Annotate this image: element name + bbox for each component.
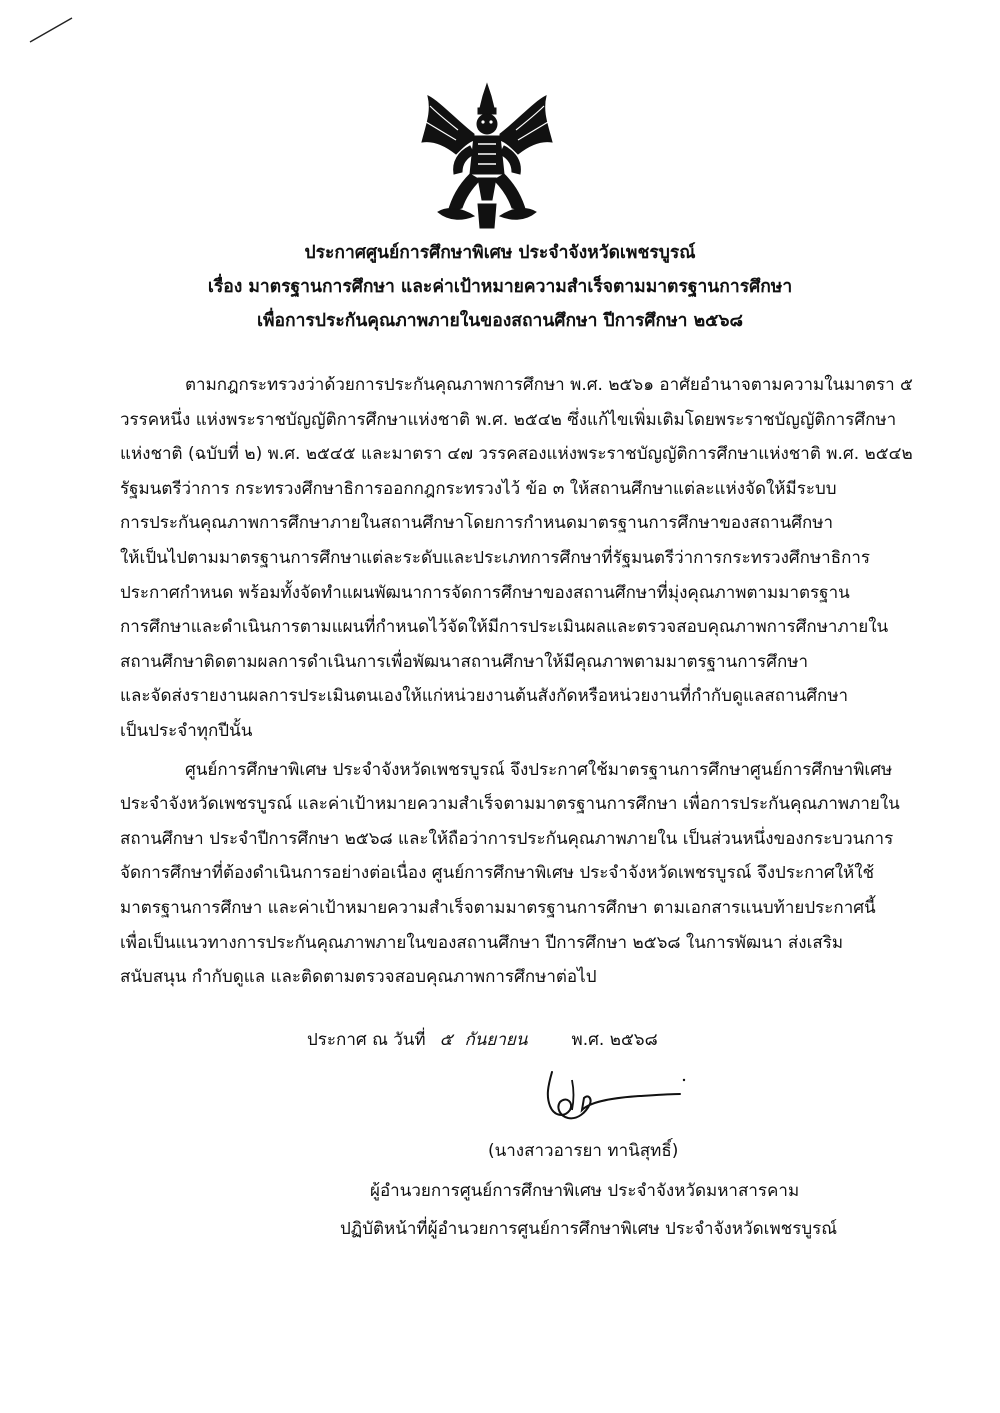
date-prefix: ประกาศ ณ วันที่ (307, 1030, 426, 1050)
body-line: สนับสนุน กำกับดูแล และติดตามตรวจสอบคุณภาพการศึกษาต่อไป (120, 967, 597, 988)
body-line: สถานศึกษา ประจำปีการศึกษา ๒๕๖๘ และให้ถือว่าการประกันคุณภาพภายใน เป็นส่วนหนึ่งของกระบวนการ (120, 828, 894, 849)
pen-stroke-mark (28, 14, 74, 44)
signatory-name: (นางสาวอารยา ทานิสุทธิ์) (488, 1141, 679, 1161)
body-line: วรรคหนึ่ง แห่งพระราชบัญญัติการศึกษาแห่งชาติ พ.ศ. ๒๕๔๒ ซึ่งแก้ไขเพิ่มเติมโดยพระราชบัญญัติการศึกษา (120, 409, 897, 430)
body-line: เป็นประจำทุกปีนั้น (120, 720, 253, 741)
body-line: มาตรฐานการศึกษา และค่าเป้าหมายความสำเร็จตามมาตรฐานการศึกษา ตามเอกสารแนบท้ายประกาศนี้ (120, 897, 876, 918)
body-line: เพื่อเป็นแนวทางการประกันคุณภาพภายในของสถานศึกษา ปีการศึกษา ๒๕๖๘ ในการพัฒนา ส่งเสริม (120, 932, 844, 953)
body-line: การศึกษาและดำเนินการตามแผนที่กำหนดไว้จัดให้มีการประเมินผลและตรวจสอบคุณภาพการศึกษาภายใน (120, 617, 889, 638)
date-month: กันยายน (464, 1030, 528, 1050)
announcement-date (307, 1026, 658, 1053)
body-line: และจัดส่งรายงานผลการประเมินตนเองให้แก่หน่วยงานต้นสังกัดหรือหน่วยงานที่กำกับดูแลสถานศึกษา (120, 686, 849, 707)
body-line: จัดการศึกษาที่ต้องดำเนินการอย่างต่อเนื่อง ศูนย์การศึกษาพิเศษ ประจำจังหวัดเพชรบูรณ์ จึงประกาศให้ใช้ (120, 863, 875, 884)
body-line: ประจำจังหวัดเพชรบูรณ์ และค่าเป้าหมายความสำเร็จตามมาตรฐานการศึกษา เพื่อการประกันคุณภาพภายใน (120, 794, 900, 815)
paragraph-2 (120, 753, 900, 995)
garuda-emblem-icon (418, 82, 556, 232)
body-line: ตามกฎกระทรวงว่าด้วยการประกันคุณภาพการศึกษา พ.ศ. ๒๕๖๑ อาศัยอำนาจตามความในมาตรา ๕ (185, 375, 913, 395)
title-line-2: เรื่อง มาตรฐานการศึกษา และค่าเป้าหมายความสำเร็จตามมาตรฐานการศึกษา (207, 277, 793, 297)
date-day: ๕ (439, 1030, 453, 1050)
body-line: ให้เป็นไปตามมาตรฐานการศึกษาแต่ละระดับและประเภทการศึกษาที่รัฐมนตรีว่าการกระทรวงศึกษาธิการ (120, 547, 871, 568)
body-line: สถานศึกษาติดตามผลการดำเนินการเพื่อพัฒนาสถานศึกษาให้มีคุณภาพตามมาตรฐานการศึกษา (120, 651, 809, 672)
signatory-position-2: ปฏิบัติหน้าที่ผู้อำนวยการศูนย์การศึกษาพิเศษ ประจำจังหวัดเพชรบูรณ์ (340, 1219, 838, 1239)
announcement-body (120, 368, 913, 995)
title-line-1: ประกาศศูนย์การศึกษาพิเศษ ประจำจังหวัดเพชรบูรณ์ (304, 243, 696, 263)
body-line: การประกันคุณภาพการศึกษาภายในสถานศึกษาโดยการกำหนดมาตรฐานการศึกษาของสถานศึกษา (120, 513, 834, 534)
announcement-title (0, 236, 1000, 338)
body-line: ประกาศกำหนด พร้อมทั้งจัดทำแผนพัฒนาการจัดการศึกษาของสถานศึกษาที่มุ่งคุณภาพตามมาตรฐาน (120, 582, 850, 603)
body-line: ศูนย์การศึกษาพิเศษ ประจำจังหวัดเพชรบูรณ์ จึงประกาศใช้มาตรฐานการศึกษาศูนย์การศึกษาพิเศษ (185, 759, 893, 780)
paragraph-1 (120, 368, 913, 749)
body-line: รัฐมนตรีว่าการ กระทรวงศึกษาธิการออกกฎกระทรวงไว้ ข้อ ๓ ให้สถานศึกษาแต่ละแห่งจัดให้มีระบบ (120, 478, 837, 499)
title-line-3: เพื่อการประกันคุณภาพภายในของสถานศึกษา ปีการศึกษา ๒๕๖๘ (256, 311, 743, 331)
handwritten-signature (530, 1066, 690, 1130)
signatory-position-1: ผู้อำนวยการศูนย์การศึกษาพิเศษ ประจำจังหวัดมหาสารคาม (370, 1181, 800, 1201)
body-line: แห่งชาติ (ฉบับที่ ๒) พ.ศ. ๒๕๔๕ และมาตรา ๔๗ วรรคสองแห่งพระราชบัญญัติการศึกษาแห่งชาติ พ.ศ. ๒๕๔๒ (120, 444, 913, 465)
date-year: พ.ศ. ๒๕๖๘ (571, 1030, 658, 1050)
